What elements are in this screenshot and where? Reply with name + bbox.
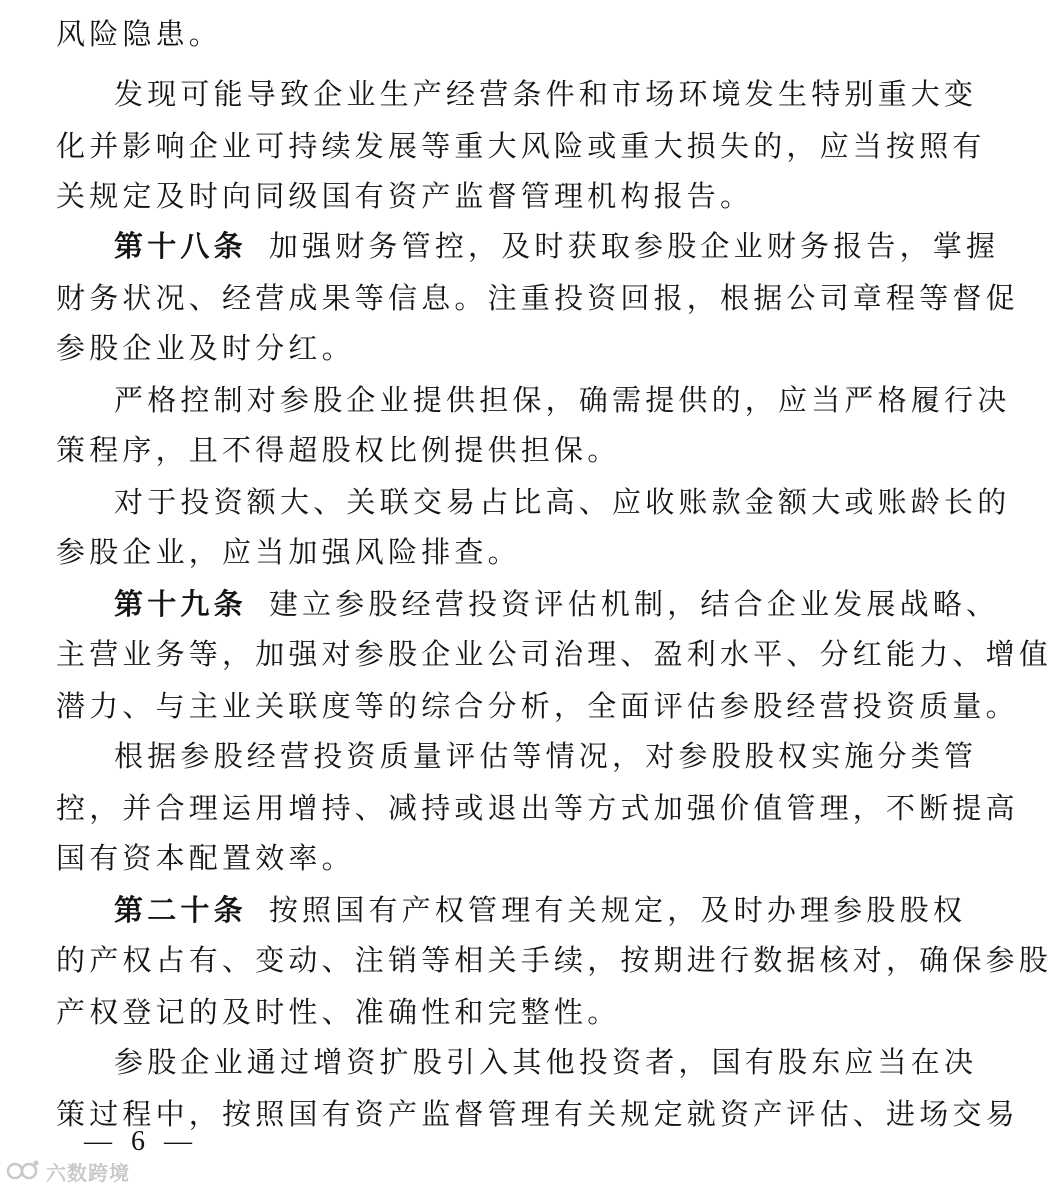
text-line: 发现可能导致企业生产经营条件和市场环境发生特别重大变 [114, 77, 978, 111]
text-line [114, 584, 1000, 624]
watermark [6, 1156, 130, 1186]
text-line: 关规定及时向同级国有资产监督管理机构报告。 [56, 179, 754, 213]
text-line: 根据参股经营投资质量评估等情况，对参股股权实施分类管 [114, 739, 978, 773]
text-line: 严格控制对参股企业提供担保，确需提供的，应当严格履行决 [114, 383, 1011, 417]
text-line: 参股企业，应当加强风险排查。 [56, 535, 521, 569]
text-line [114, 226, 1000, 266]
text-line: 参股企业及时分红。 [56, 331, 355, 365]
text-line: 控，并合理运用增持、减持或退出等方式加强价值管理，不断提高 [56, 791, 1019, 825]
text-line: 风险隐患。 [56, 17, 223, 51]
watermark-text: 六数跨境 [46, 1160, 130, 1185]
text-line: 财务状况、经营成果等信息。注重投资回报，根据公司章程等督促 [56, 281, 1019, 315]
text-line-content: 按照国有产权管理有关规定，及时办理参股股权 [268, 893, 967, 927]
article-heading-20: 第二十条 [114, 893, 247, 927]
text-line: 产权登记的及时性、准确性和完整性。 [56, 995, 621, 1029]
text-line: 策程序，且不得超股权比例提供担保。 [56, 433, 621, 467]
brand-logo-icon [6, 1159, 40, 1183]
text-line: 化并影响企业可持续发展等重大风险或重大损失的，应当按照有 [56, 129, 986, 163]
text-line: 主营业务等，加强对参股企业公司治理、盈利水平、分红能力、增值 [56, 637, 1052, 671]
text-line: 策过程中，按照国有资产监督管理有关规定就资产评估、进场交易 [56, 1097, 1019, 1131]
text-line: 国有资本配置效率。 [56, 841, 355, 875]
text-line: 参股企业通过增资扩股引入其他投资者，国有股东应当在决 [114, 1045, 978, 1079]
text-line: 潜力、与主业关联度等的综合分析，全面评估参股经营投资质量。 [56, 689, 1019, 723]
text-line [114, 890, 967, 930]
text-line: 对于投资额大、关联交易占比高、应收账款金额大或账龄长的 [114, 485, 1011, 519]
article-heading-19: 第十九条 [114, 587, 247, 621]
text-line: 的产权占有、变动、注销等相关手续，按期进行数据核对，确保参股 [56, 943, 1052, 977]
article-heading-18: 第十八条 [114, 229, 247, 263]
text-line-content: 建立参股经营投资评估机制，结合企业发展战略、 [268, 587, 1000, 621]
text-line-content: 加强财务管控，及时获取参股企业财务报告，掌握 [268, 229, 1000, 263]
page-number: — 6 — [84, 1126, 198, 1157]
